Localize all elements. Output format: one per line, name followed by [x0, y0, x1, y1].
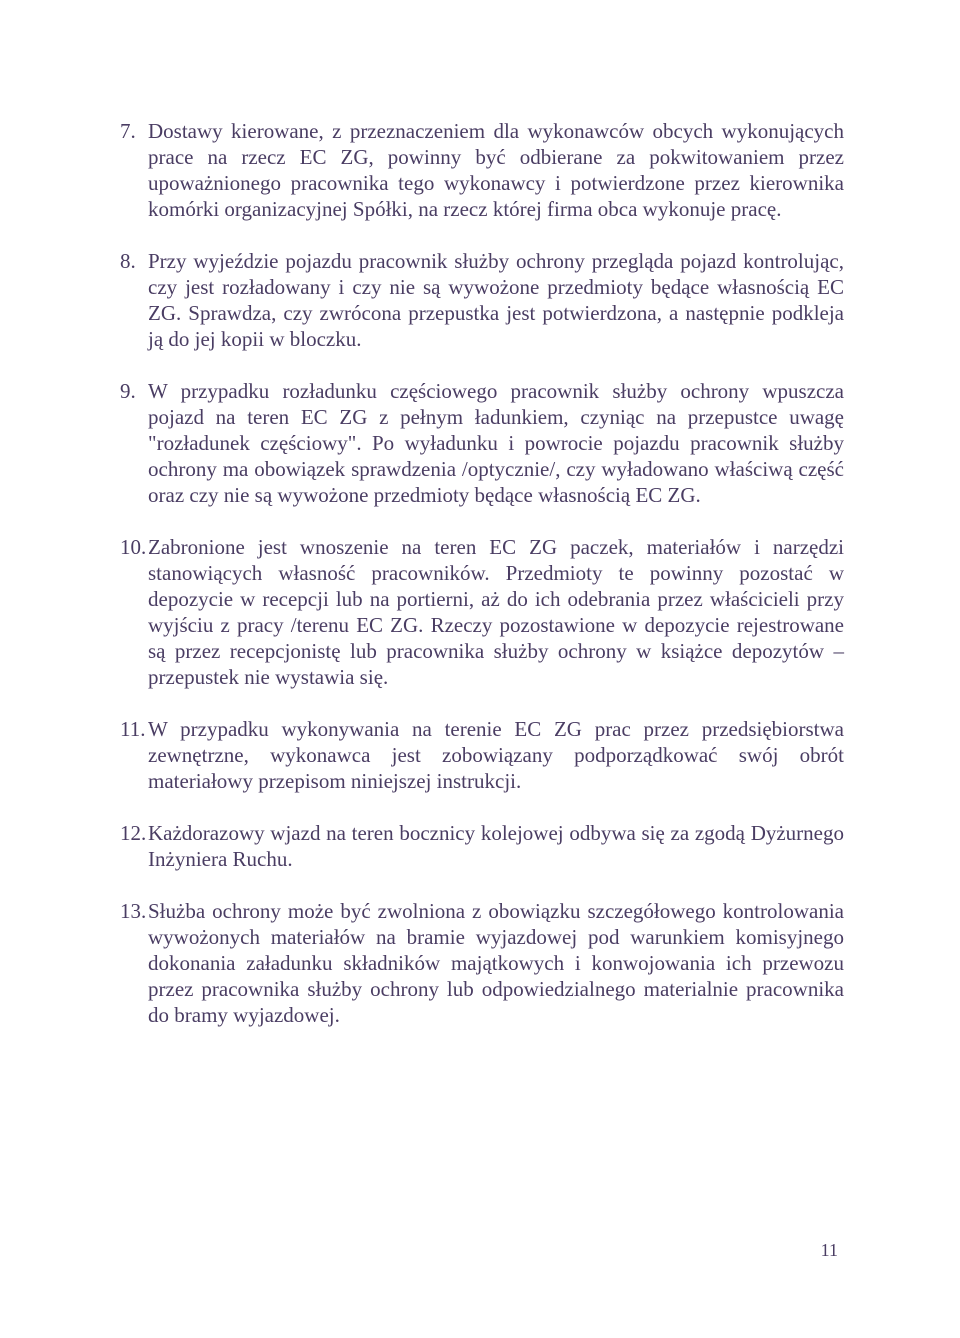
item-text: W przypadku wykonywania na terenie EC ZG prac przez przedsiębiorstwa zewnętrzne, wykonawca jest zobowiązany podporządkować swój obrót materiałowy przepisom niniejszej instrukcji. [148, 717, 844, 793]
item-text: Każdorazowy wjazd na teren bocznicy kolejowej odbywa się za zgodą Dyżurnego Inżyniera Ruchu. [148, 821, 844, 871]
item-number: 13. [120, 899, 147, 923]
item-text: W przypadku rozładunku częściowego pracownik służby ochrony wpuszcza pojazd na teren EC ZG z pełnym ładunkiem, czyniąc na przepustce uwagę "rozładunek częściowy". Po wyładunku i powrocie pojazdu pracownik służby ochrony ma obowiązek sprawdzenia /optycznie/, czy wyładowano właściwą część oraz czy nie są wywożone przedmioty będące własnością EC ZG. [148, 379, 844, 507]
item-number: 10. [120, 535, 147, 559]
list-item-12 [120, 820, 844, 872]
list-item-11 [120, 716, 844, 794]
list-item-7 [120, 118, 844, 222]
list-item-10 [120, 534, 844, 690]
list-item-13 [120, 898, 844, 1028]
numbered-list [120, 118, 844, 1054]
list-item-9 [120, 378, 844, 508]
item-number: 11. [120, 717, 146, 741]
item-text: Zabronione jest wnoszenie na teren EC ZG paczek, materiałów i narzędzi stanowiących własność pracowników. Przedmioty te powinny pozostać w depozycie w recepcji lub na portierni, aż do ich odebrania przez właścicieli przy wyjściu z pracy /terenu EC ZG. Rzeczy pozostawione w depozycie rejestrowane są przez recepcjonistę lub pracownika służby ochrony w książce depozytów – przepustek nie wystawia się. [148, 535, 844, 689]
item-number: 9. [120, 379, 136, 403]
item-number: 7. [120, 119, 136, 143]
list-item-8 [120, 248, 844, 352]
page-number: 11 [820, 1240, 838, 1260]
item-text: Dostawy kierowane, z przeznaczeniem dla wykonawców obcych wykonujących prace na rzecz EC ZG, powinny być odbierane za pokwitowaniem przez upoważnionego pracownika tego wykonawcy i potwierdzone przez kierownika komórki organizacyjnej Spółki, na rzecz której firma obca wykonuje pracę. [148, 119, 844, 221]
item-number: 12. [120, 821, 147, 845]
item-text: Służba ochrony może być zwolniona z obowiązku szczegółowego kontrolowania wywożonych materiałów na bramie wyjazdowej pod warunkiem komisyjnego dokonania załadunku składników majątkowych i konwojowania ich przewozu przez pracownika służby ochrony lub odpowiedzialnego materialnie pracownika do bramy wyjazdowej. [148, 899, 844, 1027]
item-number: 8. [120, 249, 136, 273]
item-text: Przy wyjeździe pojazdu pracownik służby ochrony przegląda pojazd kontrolując, czy jest rozładowany i czy nie są wywożone przedmioty będące własnością EC ZG. Sprawdza, czy zwrócona przepustka jest potwierdzona, a następnie podkleja ją do jej kopii w bloczku. [148, 249, 844, 351]
